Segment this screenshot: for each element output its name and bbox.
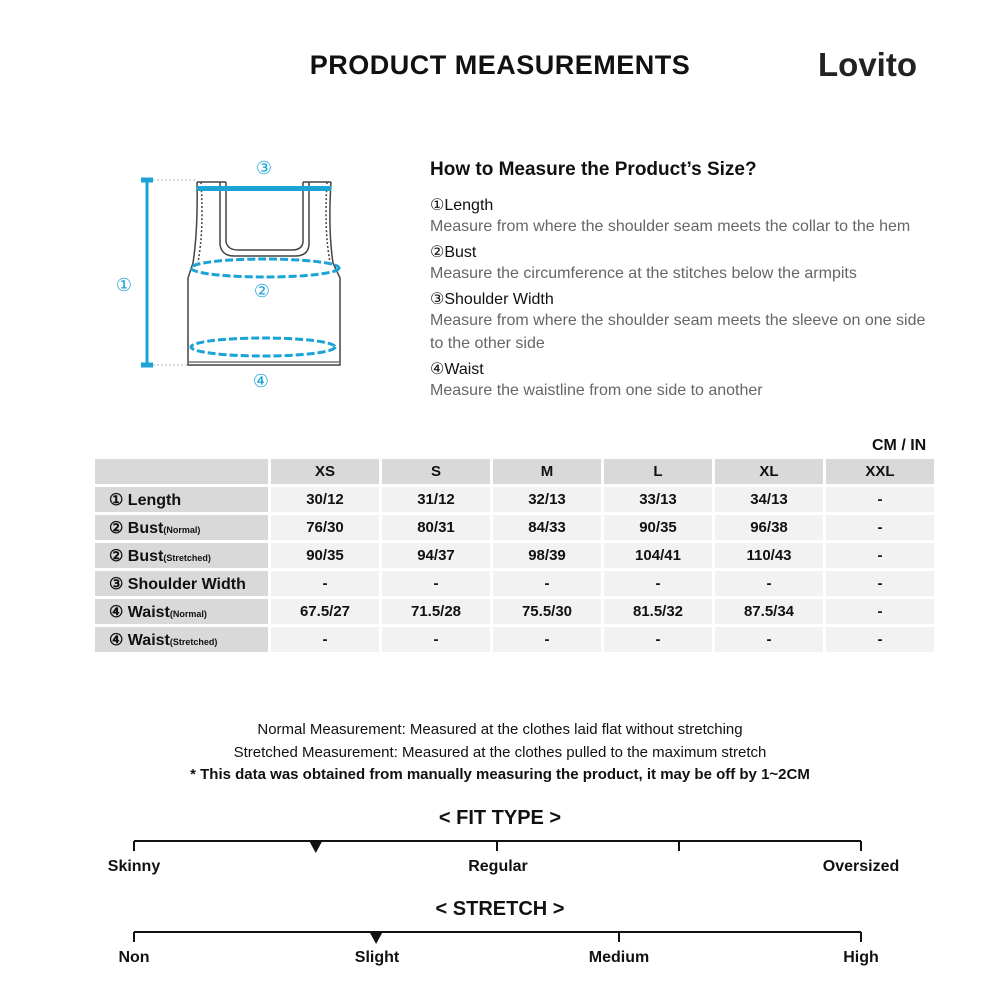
- table-row: [95, 599, 934, 624]
- table-cell: -: [604, 627, 712, 652]
- table-cell: 81.5/32: [604, 599, 712, 624]
- guide-item-name: ④Waist: [430, 361, 484, 378]
- table-corner-cell: [95, 459, 268, 484]
- table-cell: 94/37: [382, 543, 490, 568]
- size-table: [92, 456, 937, 655]
- table-cell: -: [826, 515, 934, 540]
- fit-type-scale: [120, 835, 880, 859]
- marker-2: ②: [253, 281, 271, 302]
- table-cell: -: [382, 571, 490, 596]
- fit-type-pointer: [310, 842, 322, 853]
- row-label: [95, 543, 268, 568]
- table-cell: -: [604, 571, 712, 596]
- table-cell: -: [715, 571, 823, 596]
- note-stretched: Stretched Measurement: Measured at the clothes pulled to the maximum stretch: [233, 744, 767, 761]
- table-cell: 90/35: [271, 543, 379, 568]
- table-cell: 34/13: [715, 487, 823, 512]
- table-cell: 30/12: [271, 487, 379, 512]
- page-title: PRODUCT MEASUREMENTS: [309, 50, 691, 80]
- table-header-row: [95, 459, 934, 484]
- guide-title: How to Measure the Product’s Size?: [430, 159, 757, 180]
- table-cell: 110/43: [715, 543, 823, 568]
- bust-measure-ellipse: [191, 259, 339, 277]
- table-cell: -: [493, 571, 601, 596]
- table-cell: 75.5/30: [493, 599, 601, 624]
- note-normal: Normal Measurement: Measured at the clothes laid flat without stretching: [257, 721, 743, 738]
- table-cell: -: [826, 627, 934, 652]
- table-row: [95, 627, 934, 652]
- garment-diagram: [100, 150, 360, 400]
- table-row: [95, 571, 934, 596]
- guide-item-shoulder: [430, 289, 940, 355]
- table-cell: 76/30: [271, 515, 379, 540]
- unit-label: CM / IN: [872, 437, 927, 454]
- table-cell: 32/13: [493, 487, 601, 512]
- table-cell: 80/31: [382, 515, 490, 540]
- column-header: S: [382, 459, 490, 484]
- shoulder-measure-line: [197, 186, 331, 191]
- table-cell: -: [826, 487, 934, 512]
- stretch-label-medium: Medium: [588, 949, 650, 966]
- table-row: [95, 487, 934, 512]
- stretch-label-slight: Slight: [354, 949, 400, 966]
- stretch-label-high: High: [843, 949, 879, 966]
- guide-item-desc: Measure the waistline from one side to another: [430, 382, 763, 399]
- column-header: XXL: [826, 459, 934, 484]
- guide-item-length: [430, 195, 940, 238]
- table-cell: 90/35: [604, 515, 712, 540]
- guide-item-name: ①Length: [430, 197, 494, 214]
- fit-label-oversized: Oversized: [822, 858, 900, 875]
- column-header: L: [604, 459, 712, 484]
- stretch-scale: [120, 926, 880, 950]
- table-cell: 33/13: [604, 487, 712, 512]
- table-cell: -: [271, 627, 379, 652]
- marker-4: ④: [252, 371, 270, 392]
- row-label-qualifier: (Normal): [163, 524, 201, 535]
- table-cell: 31/12: [382, 487, 490, 512]
- guide-item-bust: [430, 242, 940, 285]
- row-label-qualifier: (Normal): [169, 608, 207, 619]
- table-cell: -: [271, 571, 379, 596]
- table-cell: -: [382, 627, 490, 652]
- table-cell: 84/33: [493, 515, 601, 540]
- row-label: [95, 515, 268, 540]
- column-header: XL: [715, 459, 823, 484]
- row-label-text: ④ Waist: [109, 631, 170, 649]
- table-cell: 104/41: [604, 543, 712, 568]
- note-disclaimer: * This data was obtained from manually measuring the product, it may be off by 1~2CM: [190, 766, 810, 783]
- table-cell: -: [826, 599, 934, 624]
- row-label: [95, 599, 268, 624]
- fit-label-regular: Regular: [468, 858, 528, 875]
- guide-item-name: ③Shoulder Width: [430, 291, 554, 308]
- row-label-text: ② Bust: [109, 519, 164, 537]
- row-label: [95, 627, 268, 652]
- table-cell: 87.5/34: [715, 599, 823, 624]
- marker-3: ③: [255, 158, 273, 179]
- table-cell: -: [826, 571, 934, 596]
- table-row: [95, 515, 934, 540]
- row-label-text: ③ Shoulder Width: [109, 575, 246, 593]
- table-cell: 71.5/28: [382, 599, 490, 624]
- column-header: M: [493, 459, 601, 484]
- table-cell: -: [493, 627, 601, 652]
- stretch-pointer: [370, 933, 382, 944]
- table-cell: -: [715, 627, 823, 652]
- row-label-text: ② Bust: [109, 547, 164, 565]
- stretch-title: < STRETCH >: [435, 898, 565, 920]
- guide-item-desc: Measure from where the shoulder seam meets the collar to the hem: [430, 218, 911, 235]
- table-cell: -: [826, 543, 934, 568]
- table-cell: 98/39: [493, 543, 601, 568]
- row-label-qualifier: (Stretched): [169, 636, 218, 647]
- stretch-label-non: Non: [118, 949, 150, 966]
- row-label: [95, 487, 268, 512]
- row-label: [95, 571, 268, 596]
- guide-item-waist: [430, 359, 940, 402]
- table-row: [95, 543, 934, 568]
- fit-label-skinny: Skinny: [107, 858, 161, 875]
- column-header: XS: [271, 459, 379, 484]
- fit-type-title: < FIT TYPE >: [438, 807, 562, 829]
- guide-item-name: ②Bust: [430, 244, 477, 261]
- marker-1: ①: [115, 275, 133, 296]
- guide-item-desc: Measure from where the shoulder seam meets the sleeve on one side to the other side: [430, 312, 926, 352]
- table-cell: 67.5/27: [271, 599, 379, 624]
- guide-item-desc: Measure the circumference at the stitches below the armpits: [430, 265, 857, 282]
- row-label-text: ① Length: [109, 491, 182, 509]
- row-label-qualifier: (Stretched): [163, 552, 211, 563]
- waist-measure-ellipse: [191, 338, 335, 356]
- table-cell: 96/38: [715, 515, 823, 540]
- brand-logo: Lovito: [818, 46, 917, 83]
- row-label-text: ④ Waist: [109, 603, 170, 621]
